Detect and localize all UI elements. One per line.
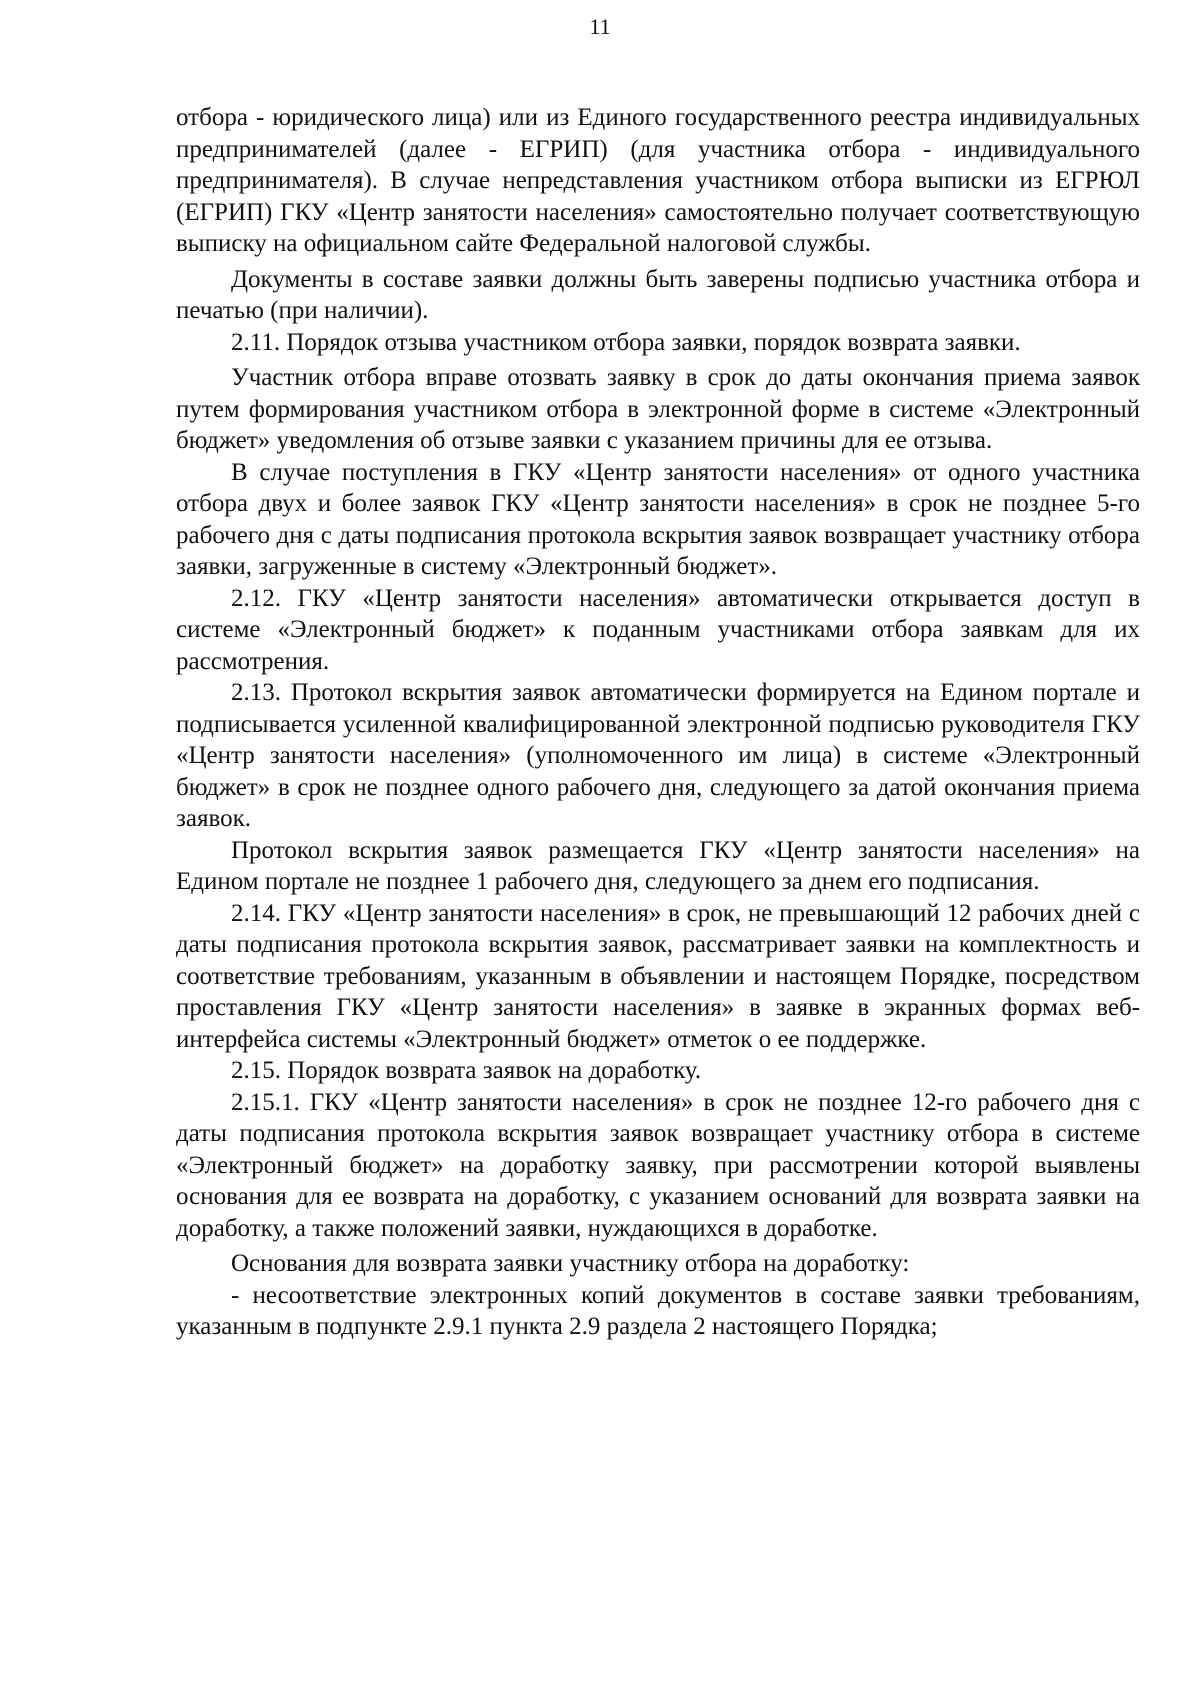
paragraph-2: Документы в составе заявки должны быть заверены подписью участника отбора и печатью (при наличии). [176,265,1140,324]
paragraph-8: Протокол вскрытия заявок размещается ГКУ «Центр занятости населения» на Едином портале не позднее 1 рабочего дня, следующего за днем его подписания. [176,836,1140,895]
paragraph-2-14: 2.14. ГКУ «Центр занятости населения» в срок, не превышающий 12 рабочих дней с даты подписания протокола вскрытия заявок, рассматривает заявки на комплектность и соответствие требованиям, указанным в объявлении и настоящем Порядке, посредством проставления ГКУ «Центр занятости населения» в заявке в экранных формах веб-интерфейса системы «Электронный бюджет» отметок о ее поддержке. [176,899,1140,1053]
paragraph-2-15-1: 2.15.1. ГКУ «Центр занятости населения» в срок не позднее 12-го рабочего дня с даты подписания протокола вскрытия заявок возвращает участнику отбора в системе «Электронный бюджет» на доработку заявку, при рассмотрении которой выявлены основания для ее возврата на доработку, с указанием оснований для возврата заявки на доработку, а также положений заявки, нуждающихся в доработке. [176,1088,1140,1242]
page-number: 11 [589,14,611,39]
document-body [176,102,1140,1343]
section-heading-2-11: 2.11. Порядок отзыва участником отбора заявки, порядок возврата заявки. [231,328,1021,356]
paragraph-12: Основания для возврата заявки участнику отбора на доработку: [231,1250,910,1277]
paragraph-4: Участник отбора вправе отозвать заявку в срок до даты окончания приема заявок путем формирования участником отбора в электронной форме в системе «Электронный бюджет» уведомления об отзыве заявки с указанием причины для ее отзыва. [176,364,1140,454]
paragraph-5: В случае поступления в ГКУ «Центр занятости населения» от одного участника отбора двух и более заявок ГКУ «Центр занятости населения» в срок не позднее 5-го рабочего дня с даты подписания протокола вскрытия заявок возвращает участнику отбора заявки, загруженные в систему «Электронный бюджет». [176,458,1140,580]
section-heading-2-15: 2.15. Порядок возврата заявок на доработку. [231,1057,702,1084]
list-item-1: - несоответствие электронных копий документов в составе заявки требованиям, указанным в подпункте 2.9.1 пункта 2.9 раздела 2 настоящего Порядка; [176,1281,1140,1340]
paragraph-1: отбора - юридического лица) или из Единого государственного реестра индивидуальных предпринимателей (далее - ЕГРИП) (для участника отбора - индивидуального предпринимателя). В случае непредставления участником отбора выписки из ЕГРЮЛ (ЕГРИП) ГКУ «Центр занятости населения» самостоятельно получает соответствующую выписку на официальном сайте Федеральной налоговой службы. [176,104,1140,257]
paragraph-2-13: 2.13. Протокол вскрытия заявок автоматически формируется на Едином портале и подписывается усиленной квалифицированной электронной подписью руководителя ГКУ «Центр занятости населения» (уполномоченного им лица) в системе «Электронный бюджет» в срок не позднее одного рабочего дня, следующего за датой окончания приема заявок. [176,679,1140,832]
paragraph-2-12: 2.12. ГКУ «Центр занятости населения» автоматически открывается доступ в системе «Электронный бюджет» к поданным участниками отбора заявкам для их рассмотрения. [176,584,1140,675]
